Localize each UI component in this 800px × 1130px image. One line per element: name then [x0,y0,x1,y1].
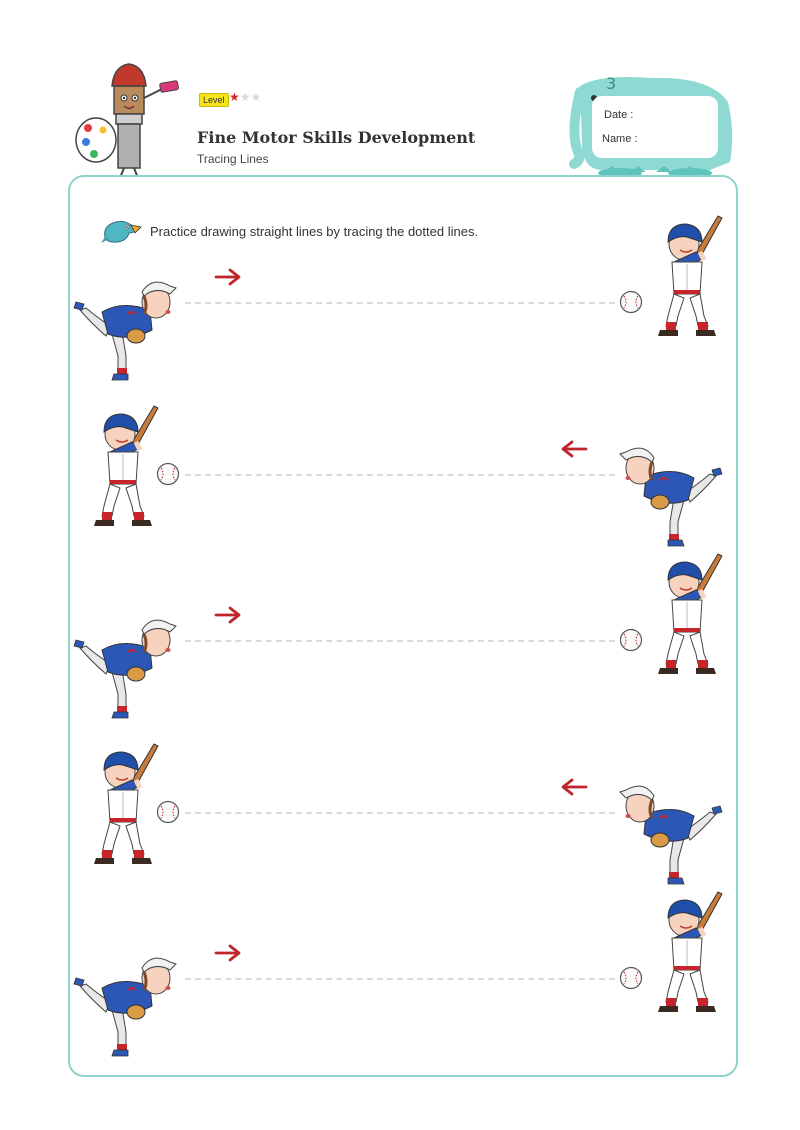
arrow-right-icon [214,268,242,286]
batter-figure-icon [644,550,724,678]
trace-line[interactable] [185,640,615,642]
trace-line[interactable] [185,302,615,304]
arrow-left-icon [560,778,588,796]
batter-figure-icon [644,212,724,340]
page-subtitle: Tracing Lines [197,152,269,166]
baseball-icon [156,800,180,824]
baseball-icon [619,290,643,314]
level-badge: Level [199,93,229,107]
pitcher-figure-icon [72,936,182,1064]
pitcher-figure-icon [614,764,724,892]
trace-line[interactable] [185,812,615,814]
arrow-right-icon [214,944,242,962]
trace-line[interactable] [185,474,615,476]
pitcher-figure-icon [72,260,182,388]
arrow-right-icon [214,606,242,624]
arrow-left-icon [560,440,588,458]
elephant-mark: 3 [606,74,617,93]
star-empty-icon: ★ [239,90,251,104]
baseball-icon [156,462,180,486]
baseball-icon [619,966,643,990]
level-stars [229,90,261,104]
star-empty-icon: ★ [250,90,262,104]
date-label: Date : [604,109,634,121]
batter-figure-icon [644,888,724,1016]
trace-line[interactable] [185,978,615,980]
parrot-icon [101,215,143,245]
page-title: Fine Motor Skills Development [197,128,476,147]
batter-figure-icon [80,740,160,868]
elephant-nameplate-icon [560,72,740,182]
pitcher-figure-icon [614,426,724,554]
pitcher-figure-icon [72,598,182,726]
batter-figure-icon [80,402,160,530]
paintbrush-mascot-icon [72,58,184,183]
name-label: Name : [602,133,638,145]
instruction-text: Practice drawing straight lines by tracing the dotted lines. [150,224,479,239]
star-filled-icon: ★ [229,90,240,104]
baseball-icon [619,628,643,652]
